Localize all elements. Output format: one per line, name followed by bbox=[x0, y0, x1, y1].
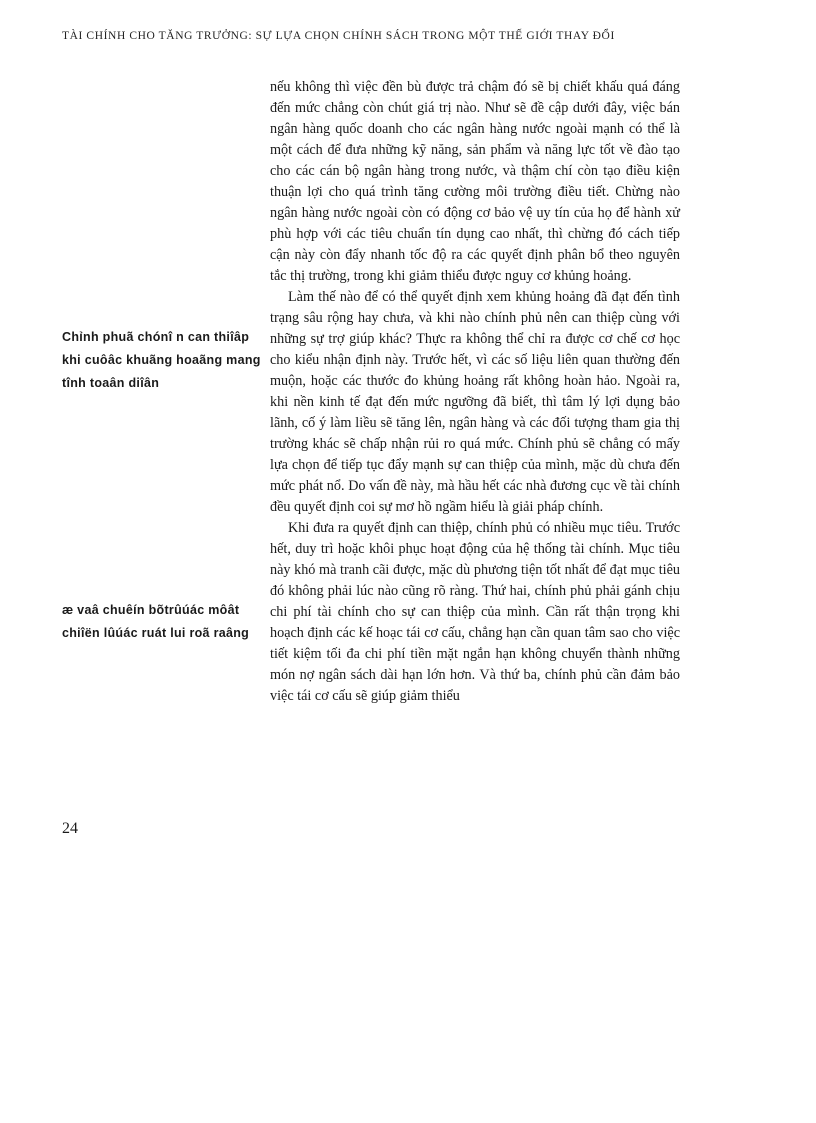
page-number: 24 bbox=[62, 820, 78, 837]
margin-note-government-intervention: Chỉnh phuã chónî n can thiîâp khi cuôâc khuãng hoaãng mang tînh toaân diîân bbox=[62, 330, 261, 390]
running-header: TÀI CHÍNH CHO TĂNG TRƯỞNG: SỰ LỰA CHỌN CHÍNH SÁCH TRONG MỘT THẾ GIỚI THAY ĐỔI bbox=[62, 30, 615, 42]
body-text bbox=[270, 77, 680, 707]
paragraph: Làm thế nào để có thể quyết định xem khủng hoảng đã đạt đến tình trạng sâu rộng hay chưa, và khi nào chính phủ nên can thiệp cùng với những sự trợ giúp khác? Thực ra không thể chỉ ra được cơ chế cơ học cho kiểu nhận định này. Trước hết, vì các số liệu liên quan thường đến muộn, hoặc các thước đo khủng hoảng rất không hoàn hảo. Ngoài ra, khi nền kinh tế đạt đến mức ngưỡng đã biết, thì tâm lý lợi dụng bảo lãnh, cố ý làm liều sẽ tăng lên, ngân hàng và các đối tượng tham gia thị trường khác sẽ chấp nhận rủi ro quá mức. Chính phủ sẽ chẳng có mấy lựa chọn để tiếp tục đẩy mạnh sự can thiệp của mình, mặc dù chưa đến mức phát nổ. Do vấn đề này, mà hầu hết các nhà đương cục về tài chính đều quyết định coi sự mơ hồ ngầm hiểu là giải pháp chính. bbox=[270, 289, 680, 515]
paragraph-continued: nếu không thì việc đền bù được trả chậm đó sẽ bị chiết khấu quá đáng đến mức chẳng còn chút giá trị nào. Như sẽ đề cập dưới đây, việc bán ngân hàng quốc doanh cho các ngân hàng nước ngoài mạnh có thể là một cách để đưa những kỹ năng, sản phẩm và năng lực tốt về đào tạo cho các cán bộ ngân hàng trong nước, và thậm chí còn tạo điều kiện thuận lợi cho quá trình tăng cường môi trường điều tiết. Chừng nào ngân hàng nước ngoài còn có động cơ bảo vệ uy tín của họ để hành xử phù hợp với các tiêu chuẩn tín dụng cao nhất, thì chừng đó cách tiếp cận này còn đẩy nhanh tốc độ ra các quyết định phân bổ theo nguyên tắc thị trường, trong khi giảm thiểu được nguy cơ khủng hoảng. bbox=[270, 79, 680, 284]
paragraph: Khi đưa ra quyết định can thiệp, chính phủ có nhiều mục tiêu. Trước hết, duy trì hoặc khôi phục hoạt động của hệ thống tài chính. Mục tiêu này khó mà tranh cãi được, mặc dù phương tiện tốt nhất để đạt mục tiêu đó không phải lúc nào cũng rõ ràng. Thứ hai, chính phủ phải gánh chịu chi phí tài chính cho sự can thiệp của mình. Cần rất thận trọng khi hoạch định các kế hoạc tái cơ cấu, chẳng hạn cần quan tâm sao cho việc tiết kiệm tối đa chi phí tiền mặt ngắn hạn không chuyển thành những món nợ ngân sách dài hạn lớn hơn. Và thứ ba, chính phủ cần đảm bảo việc tái cơ cấu sẽ giúp giảm thiểu bbox=[270, 520, 680, 704]
margin-note-exit-strategy: æ vaâ chuêín bõtrûúác môât chiîën lûúác ruát lui roã raâng bbox=[62, 603, 250, 640]
